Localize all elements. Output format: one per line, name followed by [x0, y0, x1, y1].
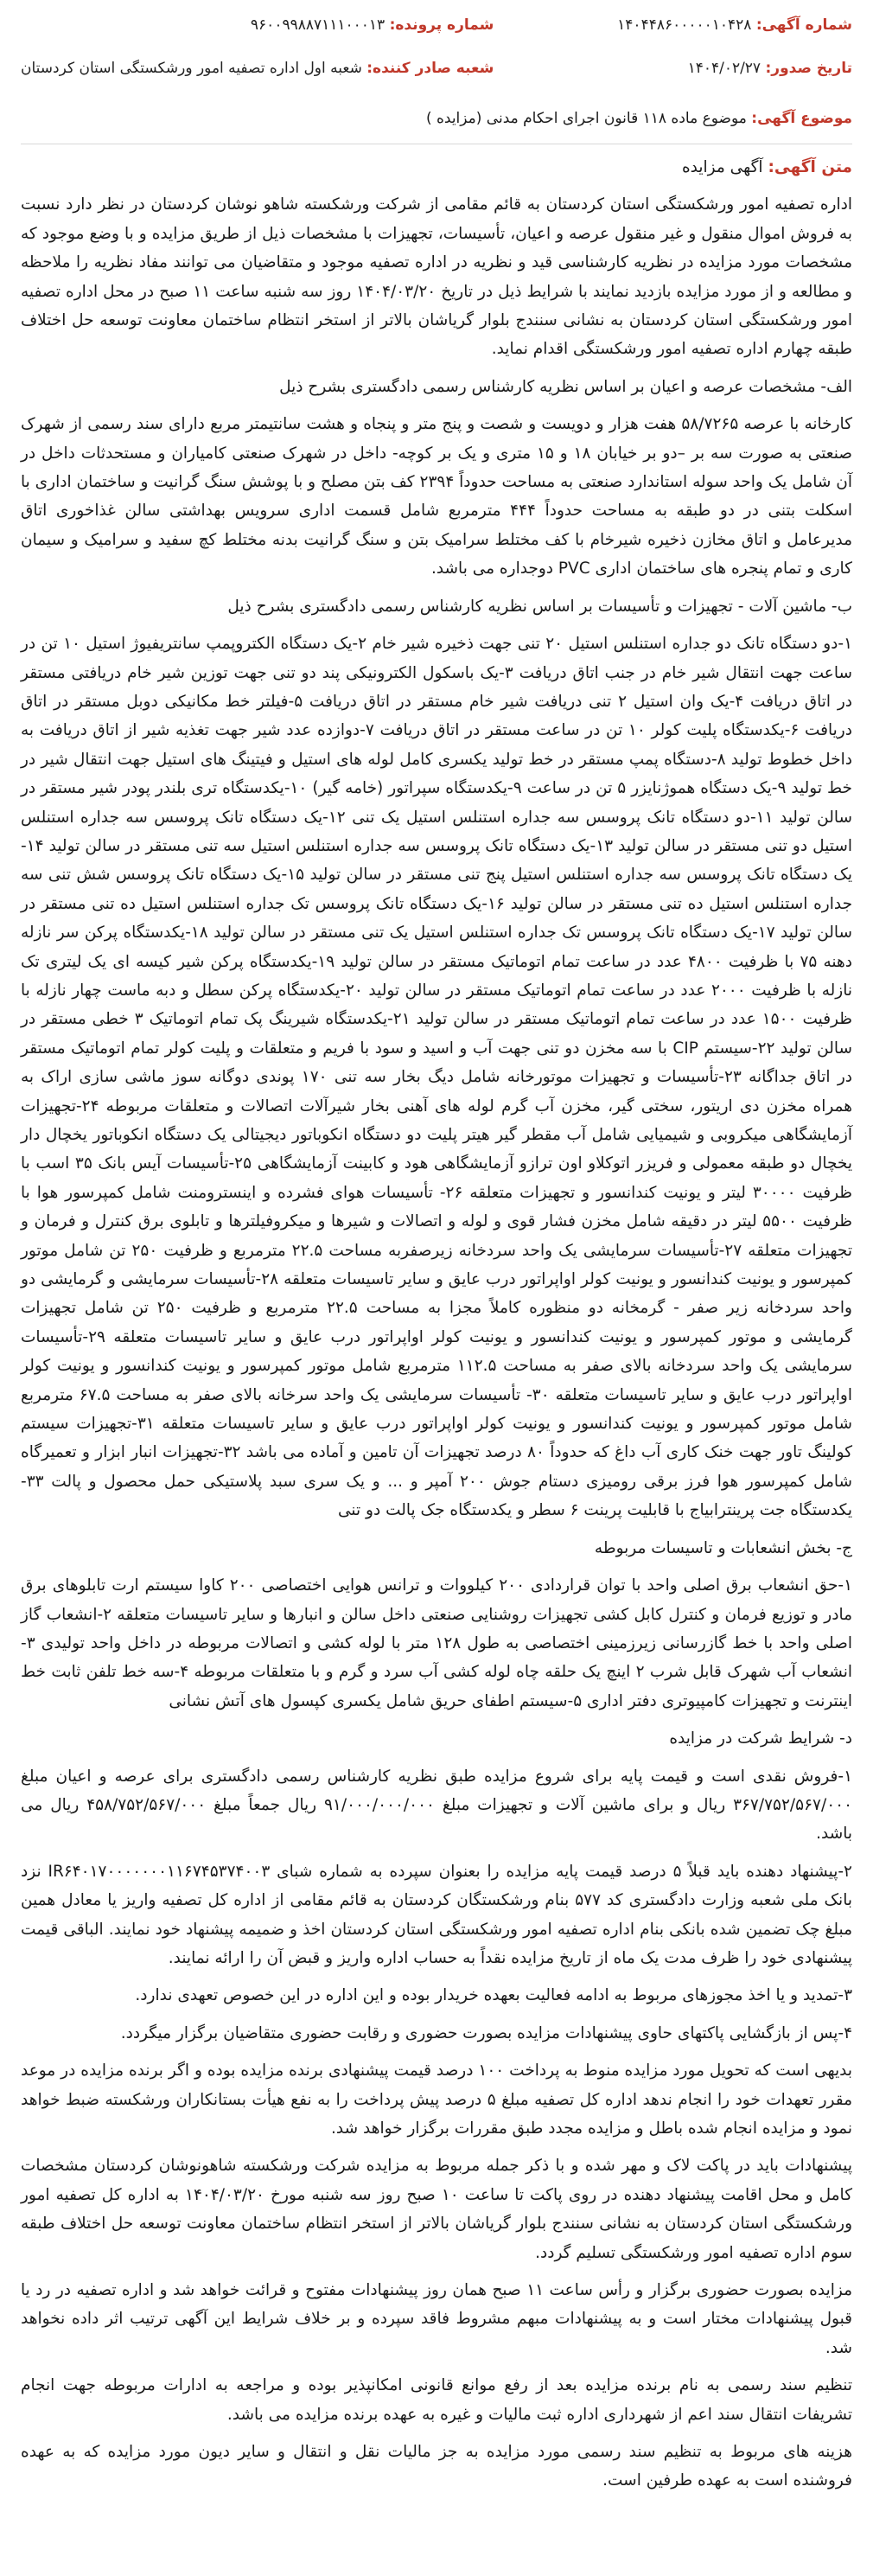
opening-terms: مزایده بصورت حضوری برگزار و رأس ساعت ۱۱ صبح همان روز پیشنهادات مفتوح و قرائت خواهد شد و اداره تصفیه در رد یا قبول پیشنهادات مختار است و به پیشنهادات مبهم مشروط فاقد سپرده و بر خلاف شرایط این آگهی ترتیب اثر داده نخواهد شد. [21, 2281, 852, 2357]
ad-title: آگهی مزایده [681, 158, 763, 176]
submission-terms: پیشنهادات باید در پاکت لاک و مهر شده و با ذکر جمله مربوط به مزایده شرکت ورشکسته شاهونوشان کردستان مشخصات کامل و محل اقامت پیشنهاد دهنده در روی پاکت تا ساعت ۱۰ صبح روز سه شنبه مورخ ۱۴۰۴/۰۳/۲۰ به اداره کل تصفیه امور ورشکستگی استان کردستان به نشانی سنندج بلوار گریاشان بالاتر از استخر انتظام ساختمان معاونت توسعه حل اختلاف طبقه سوم اداره تصفیه امور ورشکستگی تسلیم گردد. [21, 2157, 852, 2262]
ad-number-value: ۱۴۰۴۴۸۶۰۰۰۰۰۱۰۴۲۸ [617, 16, 752, 34]
issuer-value: شعبه اول اداره تصفیه امور ورشکستگی استان کردستان [21, 60, 362, 77]
section-b-text: ۱-دو دستگاه تانک دو جداره استنلس استیل ۲۰ تنی جهت ذخیره شیر خام ۲-یک دستگاه الکتروپمپ سانتریفیوژ استیل ۱۰ تن در ساعت جهت انتقال شیر خام در جنب اتاق دریافت ۳-یک باسکول الکترونیکی پند دو تنی جهت توزین شیر خام دریافتی مستقر در اتاق دریافت ۴-یک وان استیل ۲ تنی دریافت شیر خام مستقر در اتاق دریافت ۵-فیلتر خط مکانیکی دوبل مستقر در اتاق دریافت ۶-یکدستگاه پلیت کولر ۱۰ تن در ساعت مستقر در اتاق دریافت ۷-دوازده عدد شیر جهت تغذیه شیر از اتاق دریافت به داخل خطوط تولید ۸-دستگاه پمپ مستقر در خط تولید یکسری کامل لوله های استیل و فیتینگ های استیل جهت انتقال شیر در خط تولید ۹-یک دستگاه هموژنایزر ۵ تن در ساعت ۹-یکدستگاه سپراتور (خامه گیر) ۱۰-یکدستگاه تری بلندر پودر شیر مستقر در سالن تولید ۱۱-دو دستگاه تانک پروسس سه جداره استنلس استیل یک تنی ۱۲-یک دستگاه تانک پروسس سه جداره استنلس استیل دو تنی مستقر در سالن تولید ۱۳-یک دستگاه تانک پروسس سه جداره استنلس استیل سه تنی مستقر در سالن تولید ۱۴-یک دستگاه تانک پروسس سه جداره استنلس استیل پنج تنی مستقر در سالن تولید ۱۵-یک دستگاه تانک پروسس شش تنی سه جداره استنلس استیل ده تنی مستقر در سالن تولید ۱۶-یک دستگاه تانک پروسس تک جداره استنلس استیل ده تنی مستقر در سالن تولید ۱۷-یک دستگاه تانک پروسس تک جداره استنلس استیل یک تنی مستقر در سالن تولید ۱۸-یکدستگاه پرکن سر نازله دهنه ۷۵ با ظرفیت ۴۸۰۰ عدد در ساعت تمام اتوماتیک مستقر در سالن تولید ۱۹-یکدستگاه پرکن شیر کیسه ای یک لیتری تک نازله با ظرفیت ۲۰۰۰ عدد در ساعت تمام اتوماتیک مستقر در سالن تولید ۲۰-یکدستگاه پرکن سطل و دبه ماست چهار نازله با ظرفیت ۱۵۰۰ عدد در ساعت تمام اتوماتیک مستقر در سالن تولید ۲۱-یکدستگاه شیرینگ پک تمام اتوماتیک ۳ خطی مستقر در سالن تولید ۲۲-سیستم CIP با سه مخزن دو تنی جهت آب و اسید و سود با فریم و متعلقات و پلیت کولر تمام اتوماتیک مستقر در اتاق جداگانه ۲۳-تأسیسات و تجهیزات موتورخانه شامل دیگ بخار سه تنی ۱۷۰ پوندی دوگانه سوز ماشی سازی اراک به همراه مخزن دی اریتور، سختی گیر، مخزن آب گرم لوله های آهنی بخار شیرآلات اتصالات و متعلقات مربوطه ۲۴-تجهیزات آزمایشگاهی میکروبی و شیمیایی شامل آب مقطر گیر هیتر پلیت دو دستگاه انکوباتور دیجیتالی یک دستگاه انکوباتور یخچال دار یخچال دو طبقه معمولی و فریزر اتوکلاو اون ترازو آزمایشگاهی هود و کابینت آزمایشگاهی ۲۵-تأسیسات آیس بانک ۳۵ اسب با ظرفیت ۳۰۰۰۰ لیتر و یونیت کندانسور و تجهیزات متعلقه ۲۶- تأسیسات هوای فشرده و اینسترومنت شامل کمپرسور هوا با ظرفیت ۵۵۰۰ لیتر در دقیقه شامل مخزن فشار قوی و لوله و اتصالات و شیرها و میکروفیلترها و تابلوی برق کنترل و فرمان و تجهیزات متعلقه ۲۷-تأسیسات سرمایشی یک واحد سردخانه زیرصفربه مساحت ۲۲.۵ مترمربع و ظرفیت ۲۵۰ تن شامل موتور کمپرسور و یونیت کندانسور و یونیت کولر اواپراتور درب عایق و سایر تاسیسات متعلقه ۲۸-تأسیسات سرمایشی و گرمایشی دو واحد سردخانه زیر صفر - گرمخانه دو منظوره کاملاً مجزا به مساحت ۲۲.۵ مترمربع و ظرفیت ۲۵۰ تن شامل تجهیزات گرمایشی و موتور کمپرسور و یونیت کندانسور و یونیت کولر اواپراتور درب عایق و سایر تاسیسات متعلقه ۲۹-تأسیسات سرمایشی یک واحد سردخانه بالای صفر به مساحت ۱۱۲.۵ مترمربع شامل موتور کمپرسور و یونیت کندانسور و یونیت کولر اواپراتور درب عایق و سایر تاسیسات متعلقه ۳۰- تأسیسات سرمایشی یک واحد سرخانه بالای صفر به مساحت ۶۷.۵ مترمربع شامل موتور کمپرسور و یونیت کندانسور و یونیت کولر اواپراتور درب عایق و سایر تاسیسات متعلقه ۳۱-تجهیزات سیستم کولینگ تاور جهت خنک کاری آب داغ که حدوداً ۸۰ درصد تجهیزات آن تامین و آماده می باشد ۳۲-تجهیزات انبار ابزار و تعمیرگاه شامل کمپرسور هوا فرز برقی رومیزی دستام جوش ۲۰۰ آمپر و ... و یک سری سبد پلاستیکی حمل محصول و پالت ۳۳-یکدستگاه جت پرینترابیاج با قابلیت پرینت ۶ سطر و یکدستگاه جک پالت دو تنی [21, 635, 853, 1520]
subject-value: موضوع ماده ۱۱۸ قانون اجرای احکام مدنی (مزایده ) [425, 110, 747, 127]
issue-date-value: ۱۴۰۴/۰۲/۲۷ [687, 60, 761, 77]
subject-label: موضوع آگهی: [751, 110, 852, 127]
ad-number-label: شماره آگهی: [755, 16, 852, 34]
issuer-field [21, 55, 494, 81]
ad-body [21, 153, 852, 2496]
intro-paragraph: اداره تصفیه امور ورشکستگی استان کردستان به قائم مقامی از شرکت ورشکسته شاهو نوشان کردستان در نظر دارد نسبت به فروش اموال منقول و غیر منقول عرصه و اعیان، تأسیسات، تجهیزات با مشخصات ذیل از طریق مزایده و با وضع موجود که مشخصات مورد مزایده در نظریه کارشناسی قید و نظریه در اداره تصفیه موجود و متقاضیان می توانند مفاد نظریه را ملاحظه و مطالعه و از مورد مزایده بازدید نمایند با شرایط ذیل در تاریخ ۱۴۰۴/۰۳/۲۰ روز سه شنبه ساعت ۱۱ صبح در محل اداره تصفیه امور ورشکستگی استان کردستان به نشانی سنندج بلوار گریاشان بالاتر از استخر انتظام ساختمان معاونت توسعه حل اختلاف طبقه چهارم اداره تصفیه امور ورشکستگی اقدام نماید. [21, 195, 852, 359]
condition-4: ۴-پس از بازگشایی پاکتهای حاوی پیشنهادات مزایده بصورت حضوری و رقابت حضوری متقاضیان برگزار میگردد. [120, 2023, 852, 2042]
section-b-title: ب- ماشین آلات - تجهیزات و تأسیسات بر اساس نظریه کارشناس رسمی دادگستری بشرح ذیل [227, 597, 852, 616]
case-number-field [21, 12, 494, 38]
costs-terms: هزینه های مربوط به تنظیم سند رسمی مورد مزایده به جز مالیات نقل و انتقال و سایر دیون مورد مزایده که به عهده فروشنده است به عهده طرفین است. [21, 2443, 852, 2490]
condition-3: ۳-تمدید و یا اخذ مجوزهای مربوط به ادامه فعالیت بعهده خریدار بوده و این اداره در این خصوص تعهدی ندارد. [135, 1986, 852, 2005]
deed-terms: تنظیم سند رسمی به نام برنده مزایده بعد از رفع موانع قانونی امکانپذیر بوده و مراجعه به ادارات مربوطه جهت انجام تشریفات انتقال سند اعم از شهرداری اداره ثبت مالیات و غیره به عهده برنده مزایده می باشد. [21, 2376, 852, 2424]
condition-2: ۲-پیشنهاد دهنده باید قبلاً ۵ درصد قیمت پایه مزایده را بعنوان سپرده به شماره شبای IR۶۴۰۱۷۰۰۰۰۰۰۰۱۱۶۷۴۵۳۷۴۰۰۳ نزد بانک ملی شعبه وزارت دادگستری کد ۵۷۷ بنام ورشکستگان کردستان به قائم مقامی از اداره کل تصفیه واریز یا معادل همین مبلغ چک تضمین شده بانکی بنام اداره تصفیه امور ورشکستگی استان کردستان اخذ و ضمیمه پیشنهاد خود نمایند. الباقی قیمت پیشنهادی خود را ظرف مدت یک ماه از تاریخ مزایده نقداً به حساب اداره واریز و قبض آن را ارائه نمایند. [21, 1862, 852, 1967]
section-c-text: ۱-حق انشعاب برق اصلی واحد با توان قراردادی ۲۰۰ کیلووات و ترانس هوایی اختصاصی ۲۰۰ کاوا سیستم ارت تابلوهای برق مادر و توزیع فرمان و کنترل کابل کشی تجهیزات روشنایی صنعتی داخل سالن و انبارها و سایر تاسیسات متعلقه ۲-انشعاب گاز اصلی واحد با خط گازرسانی زیرزمینی اختصاصی به طول ۱۲۸ متر با لوله کشی و اتصالات مربوطه در داخل واحد تولیدی ۳-انشعاب آب شهرک قابل شرب ۲ اینچ یک حلقه چاه لوله کشی آب سرد و گرم و با متعلقات مربوطه ۴-سه خط تلفن ثابت خط اینترنت و تجهیزات کامپیوتری دفتر اداری ۵-سیستم اطفای حریق شامل یکسری کپسول های آتش نشانی [21, 1576, 853, 1710]
intro-label: متن آگهی: [768, 158, 852, 176]
section-a-title: الف- مشخصات عرصه و اعیان بر اساس نظریه کارشناس رسمی دادگستری بشرح ذیل [279, 377, 852, 396]
issuer-label: شعبه صادر کننده: [366, 60, 494, 77]
subject-line [21, 105, 852, 131]
ad-metadata [21, 12, 852, 81]
condition-1: ۱-فروش نقدی است و قیمت پایه برای شروع مزایده طبق نظریه کارشناس رسمی دادگستری برای عرصه و اعیان مبلغ ۳۶۷/۷۵۲/۵۶۷/۰۰۰ ریال و برای ماشین آلات و تجهیزات مبلغ ۹۱/۰۰۰/۰۰۰/۰۰۰ ریال جمعاً مبلغ ۴۵۸/۷۵۲/۵۶۷/۰۰۰ ریال می باشد. [21, 1767, 852, 1844]
ad-number-field [519, 12, 852, 38]
issue-date-field [519, 55, 852, 81]
delivery-terms: بدیهی است که تحویل مورد مزایده منوط به پرداخت ۱۰۰ درصد قیمت پیشنهادی برنده مزایده بوده و اگر برنده مزایده در موعد مقرر تعهدات خود را انجام ندهد اداره کل تصفیه مبلغ ۵ درصد پیش پرداخت را به نفع هیأت بستانکاران ورشکسته ضبط خواهد نمود و مزایده انجام شده باطل و مزایده مجدد طبق مقررات برگزار خواهد شد. [21, 2061, 853, 2138]
case-number-label: شماره پرونده: [389, 16, 494, 34]
ad-title-line [21, 153, 852, 182]
case-number-value: ۹۶۰۰۹۹۸۸۷۱۱۱۰۰۰۱۳ [250, 16, 386, 34]
section-d-title: د- شرایط شرکت در مزایده [669, 1729, 852, 1748]
section-c-title: ج- بخش انشعابات و تاسیسات مربوطه [594, 1538, 852, 1557]
section-a-text: کارخانه با عرصه ۵۸/۷۲۶۵ هفت هزار و دویست و شصت و پنج متر و پنجاه و هشت سانتیمتر مربع دارای سند رسمی از شهرک صنعتی به صورت سه بر –دو بر خیابان ۱۸ و ۱۵ متری و یک بر کوچه- داخل در شهرک صنعتی کامیاران و مستحدثات داخل در آن شامل یک واحد سوله استاندارد صنعتی به مساحت حدوداً ۲۳۹۴ کف بتن مصلح و با پوشش سنگ گرانیت و ساختمان اداری با اسکلت بتنی در دو طبقه به مساحت حدوداً ۴۴۴ مترمربع شامل قسمت اداری سرویس بهداشتی سالن غذاخوری اتاق مدیرعامل و اتاق مخازن ذخیره شیرخام با کف مختلط سرامیک بتن و سنگ گرانیت بدنه مختلط کچ سفید و سرامیک و سیمان کاری و تمام پنجره های ساختمان اداری PVC دوجداره می باشد. [21, 415, 853, 578]
issue-date-label: تاریخ صدور: [765, 60, 852, 77]
